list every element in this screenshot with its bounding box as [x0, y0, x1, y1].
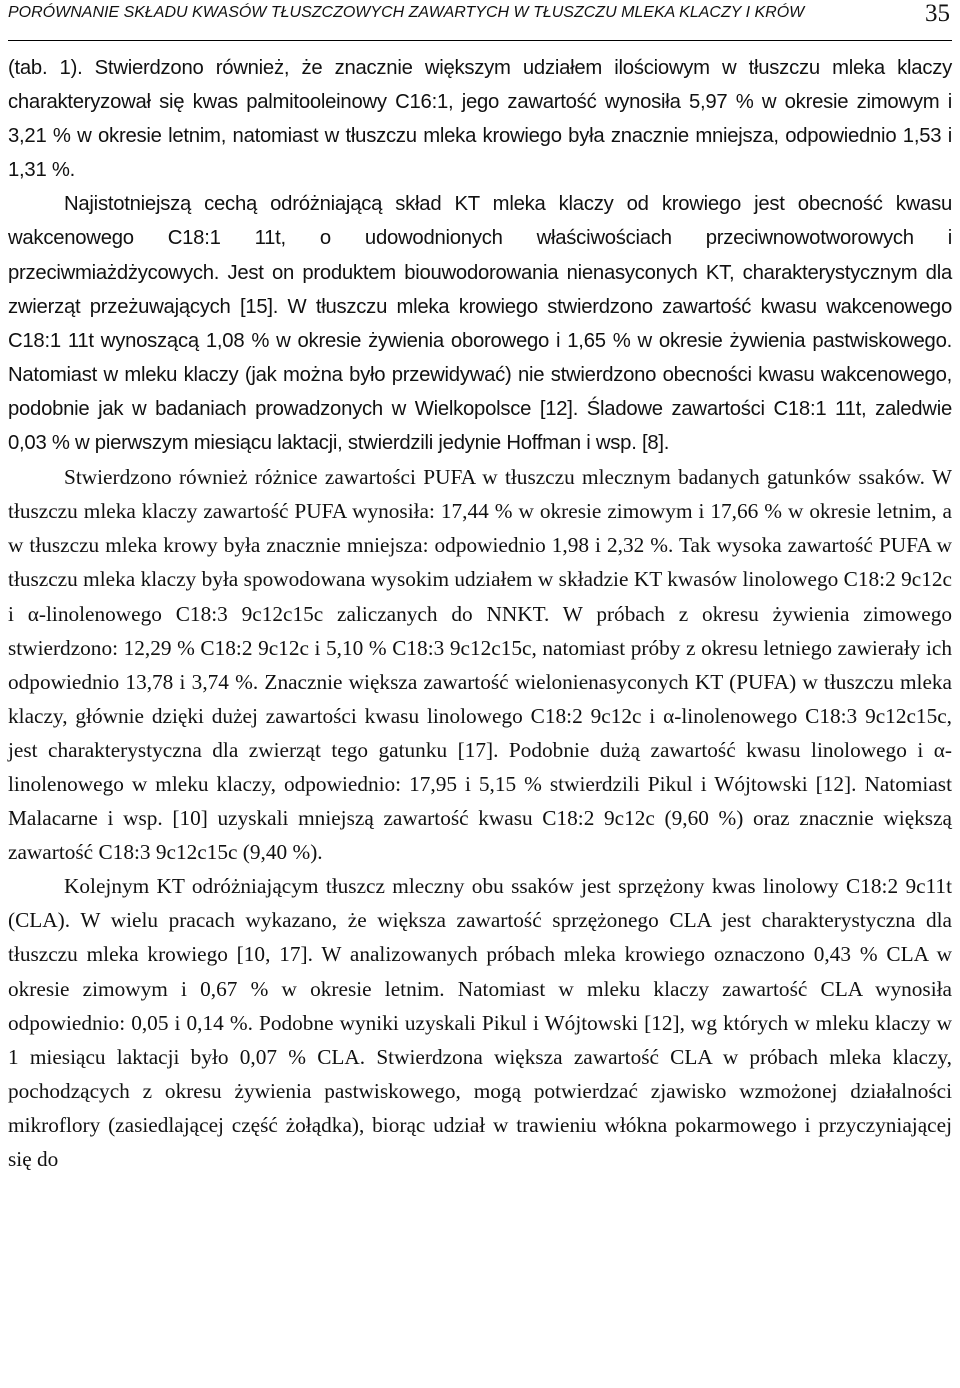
paragraph-vaccenic-acid: Najistotniejszą cechą odróżniającą skład KT mleka klaczy od krowiego jest obecność kwasu wakcenowego C18:1 11t, o udowodnionych właściwościach przeciwnowotworowych i przeciwmiażdżycowych. Jest on produktem biouwodorowania nienasyconych KT, charakterystycznym dla zwierząt przeżuwających [15]. W tłuszczu mleka krowiego stwierdzono zawartość kwasu wakcenowego C18:1 11t wynoszącą 1,08 % w okresie żywienia oborowego i 1,65 % w okresie żywienia pastwiskowego. Natomiast w mleku klaczy (jak można było przewidywać) nie stwierdzono obecności kwasu wakcenowego, podobnie jak w badaniach prowadzonych w Wielkopolsce [12]. Śladowe zawartości C18:1 11t, zaledwie 0,03 % w pierwszym miesiącu laktacji, stwierdzili jedynie Hoffman i wsp. [8].	[8, 193, 952, 455]
page-number: 35	[925, 0, 950, 27]
paragraph-cla: Kolejnym KT odróżniającym tłuszcz mleczny obu ssaków jest sprzężony kwas linolowy C18:2 9c11t (CLA). W wielu pracach wykazano, że większa zawartość sprzężonego CLA jest charakterystyczna dla tłuszczu mleka krowiego [10, 17]. W analizowanych próbach mleka krowiego oznaczono 0,43 % CLA w okresie zimowym i 0,67 % w okresie letnim. Natomiast w mleku klaczy zawartość CLA wynosiła odpowiednio: 0,05 i 0,14 %. Podobne wyniki uzyskali Pikul i Wójtowski [12], wg których w mleku klaczy w 1 miesiącu laktacji było 0,07 % CLA. Stwierdzona większa zawartość CLA w próbach mleka klaczy, pochodzących z okresu żywienia pastwiskowego, mogą potwierdzać zjawisko wzmożonej działalności mikroflory (zasiedlającej część żołądka), biorąc udział w trawieniu włókna pokarmowego i przyczyniającej się do	[8, 874, 952, 1171]
body-text	[8, 51, 952, 1176]
running-header	[8, 0, 952, 41]
running-header-title: PORÓWNANIE SKŁADU KWASÓW TŁUSZCZOWYCH ZAWARTYCH W TŁUSZCZU MLEKA KLACZY I KRÓW	[8, 4, 805, 21]
paragraph-pufa: Stwierdzono również różnice zawartości PUFA w tłuszczu mlecznym badanych gatunków ssaków. W tłuszczu mleka klaczy zawartość PUFA wynosiła: 17,44 % w okresie zimowym i 17,66 % w okresie letnim, a w tłuszczu mleka krowy była znacznie mniejsza: odpowiednio 1,98 i 2,32 %. Tak wysoka zawartość PUFA w tłuszczu mleka klaczy była spowodowana wysokim udziałem w składzie KT kwasów linolowego C18:2 9c12c i α-linolenowego C18:3 9c12c15c zaliczanych do NNKT. W próbach z okresu żywienia zimowego stwierdzono: 12,29 % C18:2 9c12c i 5,10 % C18:3 9c12c15c, natomiast próby z okresu letniego zawierały ich odpowiednio 13,78 i 3,74 %. Znacznie większa zawartość wielonienasyconych KT (PUFA) w tłuszczu mleka klaczy, głównie dzięki dużej zawartości kwasu linolowego C18:2 9c12c i α-linolenowego C18:3 9c12c15c, jest charakterystyczna dla zwierząt tego gatunku [17]. Podobnie dużą zawartość kwasu linolowego i α-linolenowego w mleku klaczy, odpowiednio: 17,95 i 5,15 % stwierdzili Pikul i Wójtowski [12]. Natomiast Malacarne i wsp. [10] uzyskali mniejszą zawartość kwasu C18:2 9c12c (9,60 %) oraz znacznie większą zawartość C18:3 9c12c15c (9,40 %).	[8, 465, 952, 865]
paragraph-palmitoleic-acid: (tab. 1). Stwierdzono również, że znacznie większym udziałem ilościowym w tłuszczu mleka klaczy charakteryzował się kwas palmitooleinowy C16:1, jego zawartość wynosiła 5,97 % w okresie zimowym i 3,21 % w okresie letnim, natomiast w tłuszczu mleka krowiego była znacznie mniejsza, odpowiednio 1,53 i 1,31 %.	[8, 57, 952, 182]
document-page	[8, 0, 952, 1176]
